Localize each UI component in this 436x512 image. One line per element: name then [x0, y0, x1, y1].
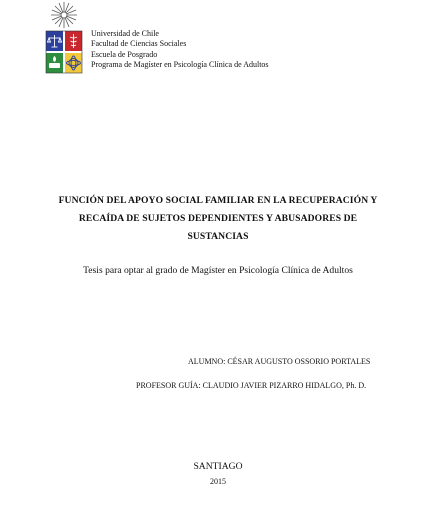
thesis-title-line-1: FUNCIÓN DEL APOYO SOCIAL FAMILIAR EN LA RECUPERACIÓN Y — [58, 195, 378, 206]
thesis-title-line-2: RECAÍDA DE SUJETOS DEPENDIENTES Y ABUSADORES DE — [78, 213, 358, 224]
institution-program: Programa de Magíster en Psicología Clínica de Adultos — [91, 60, 269, 70]
year: 2015 — [210, 477, 226, 486]
city: SANTIAGO — [193, 461, 243, 472]
institution-block — [91, 29, 269, 71]
thesis-title-line-3: SUSTANCIAS — [187, 231, 249, 242]
student-name: ALUMNO: CÉSAR AUGUSTO OSSORIO PORTALES — [188, 357, 371, 366]
thesis-title — [30, 192, 406, 246]
thesis-subtitle: Tesis para optar al grado de Magíster en Psicología Clínica de Adultos — [83, 265, 353, 276]
shield-emblem — [46, 31, 82, 73]
university-logo — [40, 0, 90, 82]
institution-faculty: Facultad de Ciencias Sociales — [91, 39, 187, 49]
institution-university: Universidad de Chile — [91, 29, 159, 38]
institution-school: Escuela de Posgrado — [91, 49, 158, 59]
advisor-name: PROFESOR GUÍA: CLAUDIO JAVIER PIZARRO HIDALGO, Ph. D. — [136, 381, 367, 390]
